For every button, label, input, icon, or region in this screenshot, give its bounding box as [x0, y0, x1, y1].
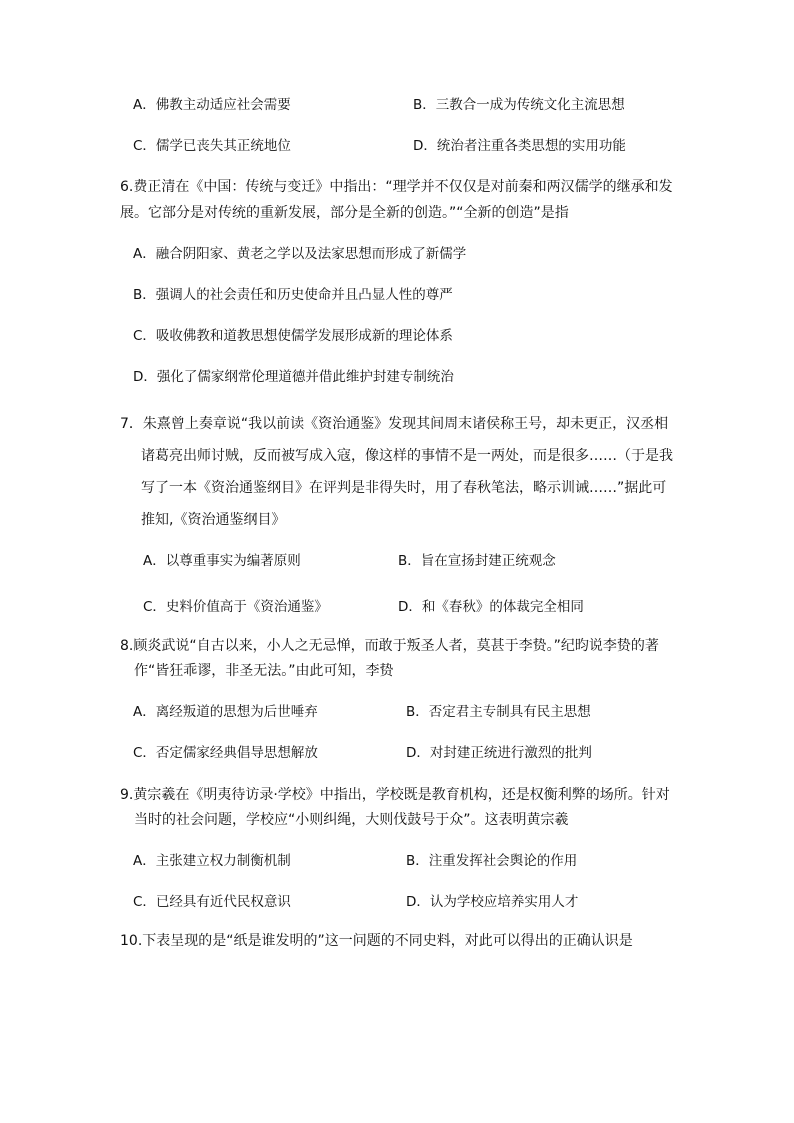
q7-stem-line-3: 写了一本《资治通鉴纲目》在评判是非得失时，用了春秋笔法，略示训诫……”据此可 — [141, 480, 667, 496]
q6-option-a: A．融合阴阳家、黄老之学以及法家思想而形成了新儒学 — [133, 246, 467, 262]
q7-option-d: D．和《春秋》的体裁完全相同 — [398, 599, 584, 615]
q10-stem-line-1: 10.下表呈现的是“纸是谁发明的”这一问题的不同史料，对此可以得出的正确认识是 — [120, 933, 633, 949]
q8-stem-line-1: 8.顾炎武说“自古以来，小人之无忌惮，而敢于叛圣人者，莫甚于李贽。”纪昀说李贽的著 — [120, 638, 659, 654]
q5-option-c: C．儒学已丧失其正统地位 — [133, 138, 291, 154]
q9-option-b: B．注重发挥社会舆论的作用 — [406, 853, 578, 869]
q7-option-c: C．史料价值高于《资治通鉴》 — [143, 599, 328, 615]
q9-stem-line-2: 当时的社会问题，学校应“小则纠绳，大则伐鼓号于众”。这表明黄宗羲 — [134, 812, 569, 828]
q7-stem-line-2: 诸葛亮出师讨贼，反而被写成入寇，像这样的事情不是一两处，而是很多……（于是我 — [141, 448, 673, 464]
q8-option-a: A．离经叛道的思想为后世唾弃 — [133, 704, 318, 720]
q7-stem-line-4: 推知,《资治通鉴纲目》 — [141, 512, 286, 528]
q9-option-a: A．主张建立权力制衡机制 — [133, 853, 291, 869]
q7-option-b: B．旨在宣扬封建正统观念 — [398, 553, 556, 569]
q9-stem-line-1: 9.黄宗羲在《明夷待访录·学校》中指出，学校既是教育机构，还是权衡利弊的场所。针对 — [120, 787, 670, 803]
q8-option-c: C．否定儒家经典倡导思想解放 — [133, 745, 318, 761]
q9-option-d: D．认为学校应培养实用人才 — [406, 894, 579, 910]
q6-stem-line-2: 展。它部分是对传统的重新发展，部分是全新的创造。”“全新的创造”是指 — [120, 205, 569, 221]
q9-option-c: C．已经具有近代民权意识 — [133, 894, 291, 910]
q6-option-b: B．强调人的社会责任和历史使命并且凸显人性的尊严 — [133, 287, 453, 303]
q8-option-d: D．对封建正统进行激烈的批判 — [406, 745, 592, 761]
q6-option-d: D．强化了儒家纲常伦理道德并借此维护封建专制统治 — [133, 369, 454, 385]
q5-option-b: B．三教合一成为传统文化主流思想 — [413, 97, 625, 113]
q8-stem-line-2: 作“皆狂乖谬，非圣无法。”由此可知，李贽 — [134, 663, 394, 679]
q6-option-c: C．吸收佛教和道教思想使儒学发展形成新的理论体系 — [133, 328, 453, 344]
q7-option-a: A．以尊重事实为编著原则 — [143, 553, 301, 569]
q5-option-d: D．统治者注重各类思想的实用功能 — [413, 138, 626, 154]
q5-option-a: A．佛教主动适应社会需要 — [133, 97, 291, 113]
q6-stem-line-1: 6.费正清在《中国：传统与变迁》中指出：“理学并不仅仅是对前秦和两汉儒学的继承和发 — [120, 179, 673, 195]
q8-option-b: B．否定君主专制具有民主思想 — [406, 704, 591, 720]
q7-stem-line-1: 7．朱熹曾上奏章说“我以前读《资治通鉴》发现其间周末诸侯称王号，却未更正，汉丞相 — [120, 416, 669, 432]
